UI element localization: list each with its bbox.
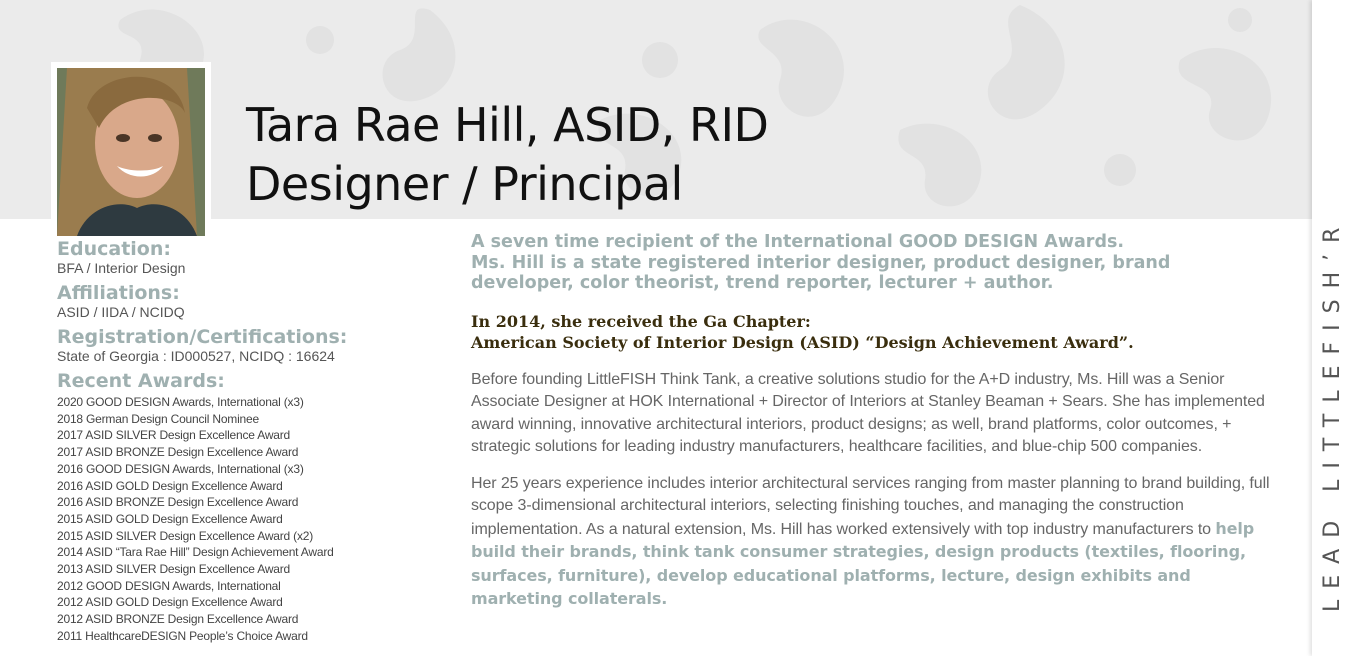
bio-paragraph-2-highlight: help build their brands, think tank consumer strategies, design products (textiles, flooring, surfaces, furniture), develop educational platforms, lecture, design exhibits and marketing collaterals. (471, 518, 1255, 608)
bio-column (471, 232, 1276, 626)
registration-value: State of Georgia : ID000527, NCIDQ : 16624 (57, 348, 335, 364)
intro-text (471, 232, 1276, 294)
award-item: 2015 ASID GOLD Design Excellence Award (57, 511, 283, 526)
award-item: 2012 GOOD DESIGN Awards, International (57, 578, 281, 593)
award-item: 2016 ASID GOLD Design Excellence Award (57, 478, 283, 493)
bio-paragraph-1: Before founding LittleFISH Think Tank, a creative solutions studio for the A+D industry, Ms. Hill was a Senior Associate Designer at HOK International + Director of Interiors at Stanley Beaman + Sears. She has implemented award winning, innovative architectural interiors, product designs; as well, brand platforms, color outcomes, + strategic solutions for leading industry manufacturers, healthcare facilities, and blue-chip 500 companies. (471, 370, 1265, 455)
affiliations-heading: Affiliations: (57, 282, 180, 304)
side-label: LEAD LITTLEFISH’R (1320, 216, 1345, 612)
award-item: 2017 ASID BRONZE Design Excellence Award (57, 445, 299, 460)
award-item: 2016 GOOD DESIGN Awards, International (x3) (57, 461, 304, 476)
profile-photo (57, 68, 205, 236)
bio-paragraph-2-text: Her 25 years experience includes interior architectural services ranging from master planning to brand building, full scope 3-dimensional architectural interiors, selecting finishing touches, and managing the construction implementation. As a natural extension, Ms. Hill has worked extensively with top industry manufacturers to (471, 474, 1270, 538)
award-line-2: American Society of Interior Design (ASID) “Design Achievement Award”. (471, 332, 1134, 352)
person-role: Designer / Principal (246, 157, 683, 211)
award-item: 2012 ASID GOLD Design Excellence Award (57, 595, 283, 610)
award-item: 2018 German Design Council Nominee (57, 411, 259, 426)
award-item: 2014 ASID “Tara Rae Hill” Design Achievement Award (57, 545, 334, 560)
award-item: 2013 ASID SILVER Design Excellence Award (57, 562, 291, 577)
bio-paragraph-2 (471, 473, 1276, 612)
intro-line-1: A seven time recipient of the International GOOD DESIGN Awards. (471, 232, 1125, 252)
awards-heading: Recent Awards: (57, 370, 225, 392)
awards-list (57, 394, 387, 645)
credentials-column (57, 239, 387, 645)
achievement-award-text (471, 311, 1276, 353)
education-heading: Education: (57, 238, 171, 260)
award-item: 2020 GOOD DESIGN Awards, International (x3) (57, 395, 304, 409)
award-item: 2015 ASID SILVER Design Excellence Award (x2) (57, 528, 314, 543)
registration-heading: Registration/Certifications: (57, 326, 348, 348)
award-item: 2011 HealthcareDESIGN People’s Choice Award (57, 628, 308, 643)
affiliations-value: ASID / IIDA / NCIDQ (57, 304, 185, 320)
award-line-1: In 2014, she received the Ga Chapter: (471, 311, 811, 331)
education-value: BFA / Interior Design (57, 260, 186, 276)
award-item: 2017 ASID SILVER Design Excellence Award (57, 428, 291, 443)
intro-line-2: Ms. Hill is a state registered interior designer, product designer, brand developer, color theorist, trend reporter, lecturer + author. (471, 252, 1171, 293)
person-name: Tara Rae Hill, ASID, RID (246, 98, 769, 152)
award-item: 2012 ASID BRONZE Design Excellence Award (57, 612, 299, 627)
award-item: 2016 ASID BRONZE Design Excellence Award (57, 495, 299, 510)
